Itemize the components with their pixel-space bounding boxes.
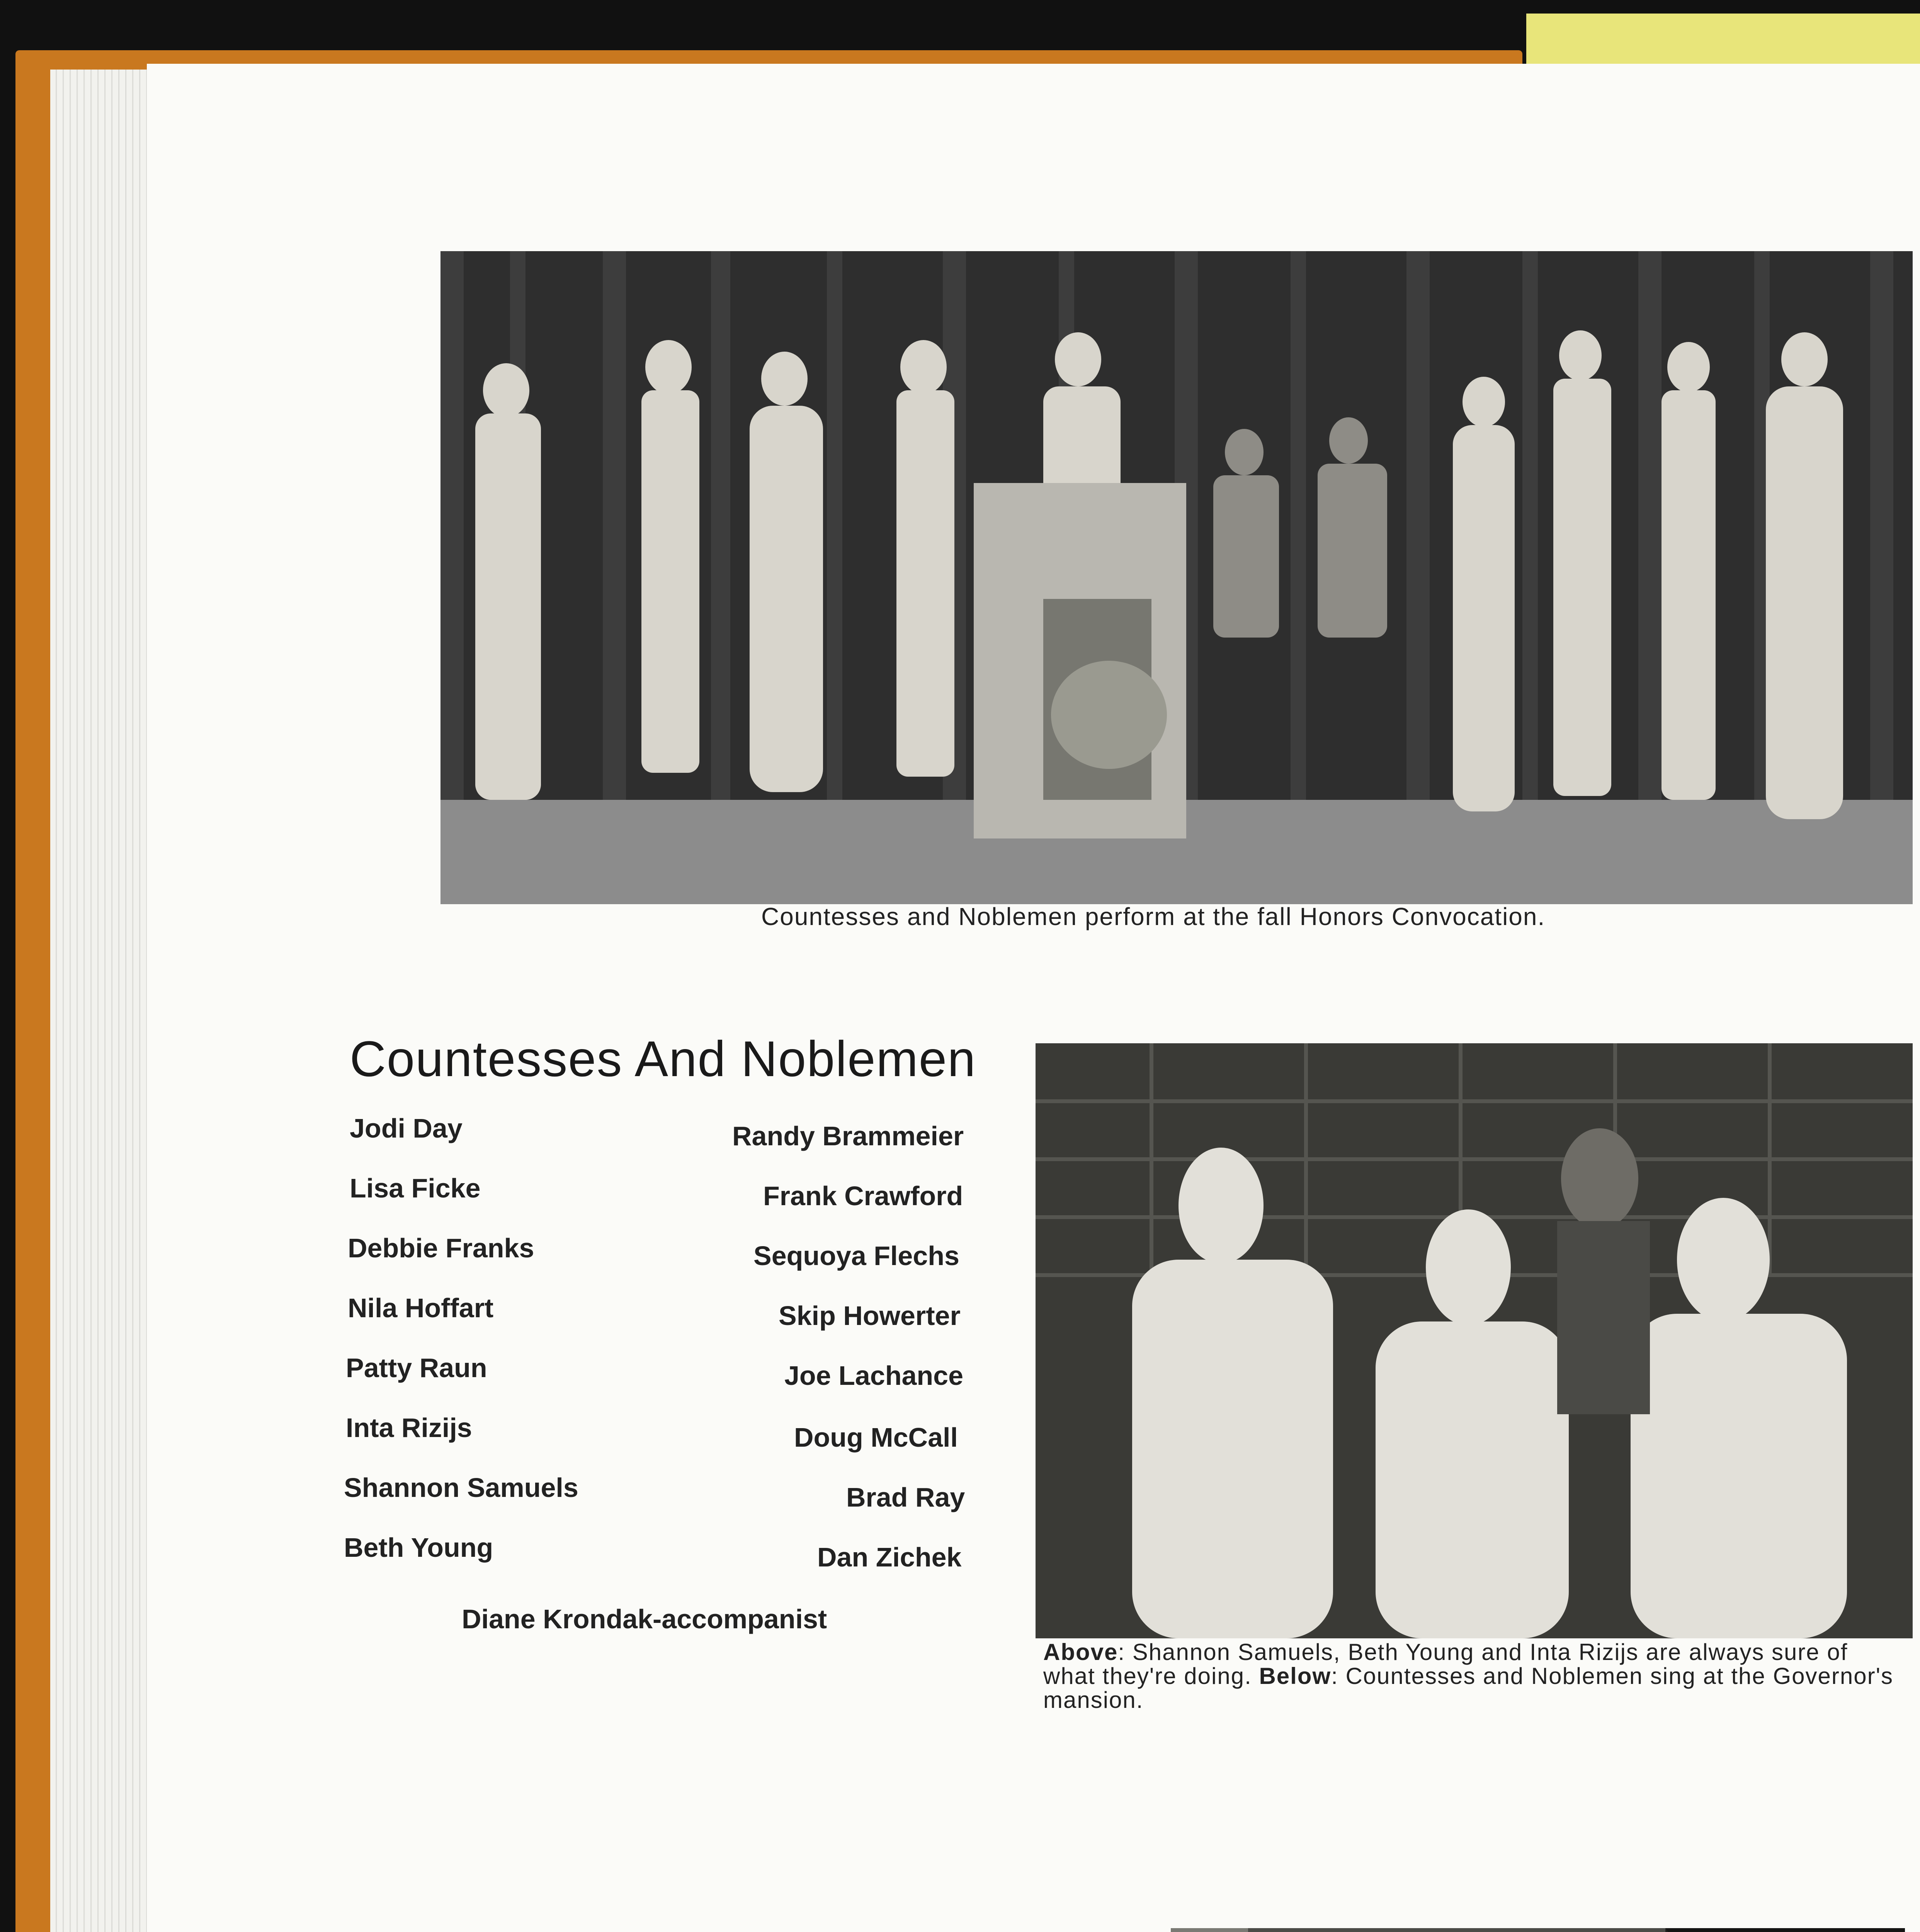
roster-name: Dan Zichek <box>817 1542 962 1572</box>
roster-name: Frank Crawford <box>763 1181 963 1211</box>
photo-caption-right <box>1043 1640 1905 1712</box>
roster-name: Inta Rizijs <box>346 1413 472 1443</box>
caption-below-text: : Countesses and Noblemen sing at the Governor's mansion. <box>1043 1663 1894 1713</box>
roster-name: Beth Young <box>344 1532 493 1563</box>
photo-stage-performance <box>440 251 1913 904</box>
roster-name: Lisa Ficke <box>350 1173 481 1203</box>
accompanist-credit: Diane Krondak-accompanist <box>462 1604 827 1634</box>
roster-name: Sequoya Flechs <box>753 1241 959 1271</box>
roster-name: Doug McCall <box>794 1422 958 1452</box>
photo-three-singers <box>1036 1043 1913 1638</box>
roster-name: Brad Ray <box>846 1482 965 1512</box>
caption-below-label: Below <box>1259 1663 1332 1689</box>
photo-governors-mansion <box>1171 1928 1905 1932</box>
roster-name: Skip Howerter <box>779 1301 961 1331</box>
roster-name: Debbie Franks <box>348 1233 534 1263</box>
roster-name: Patty Raun <box>346 1353 487 1383</box>
roster-name: Shannon Samuels <box>344 1473 578 1503</box>
photo-caption-top: Countesses and Noblemen perform at the fall Honors Convocation. <box>761 903 1546 930</box>
roster-name: Nila Hoffart <box>348 1293 494 1323</box>
caption-above-text: : Shannon Samuels, Beth Young and Inta Rizijs are always sure of what they're doing. <box>1043 1639 1848 1689</box>
roster-name: Randy Brammeier <box>732 1121 964 1151</box>
roster-name: Jodi Day <box>350 1113 463 1143</box>
caption-above-label: Above <box>1043 1639 1118 1665</box>
section-heading: Countesses And Noblemen <box>350 1031 976 1087</box>
roster-name: Joe Lachance <box>784 1361 963 1391</box>
